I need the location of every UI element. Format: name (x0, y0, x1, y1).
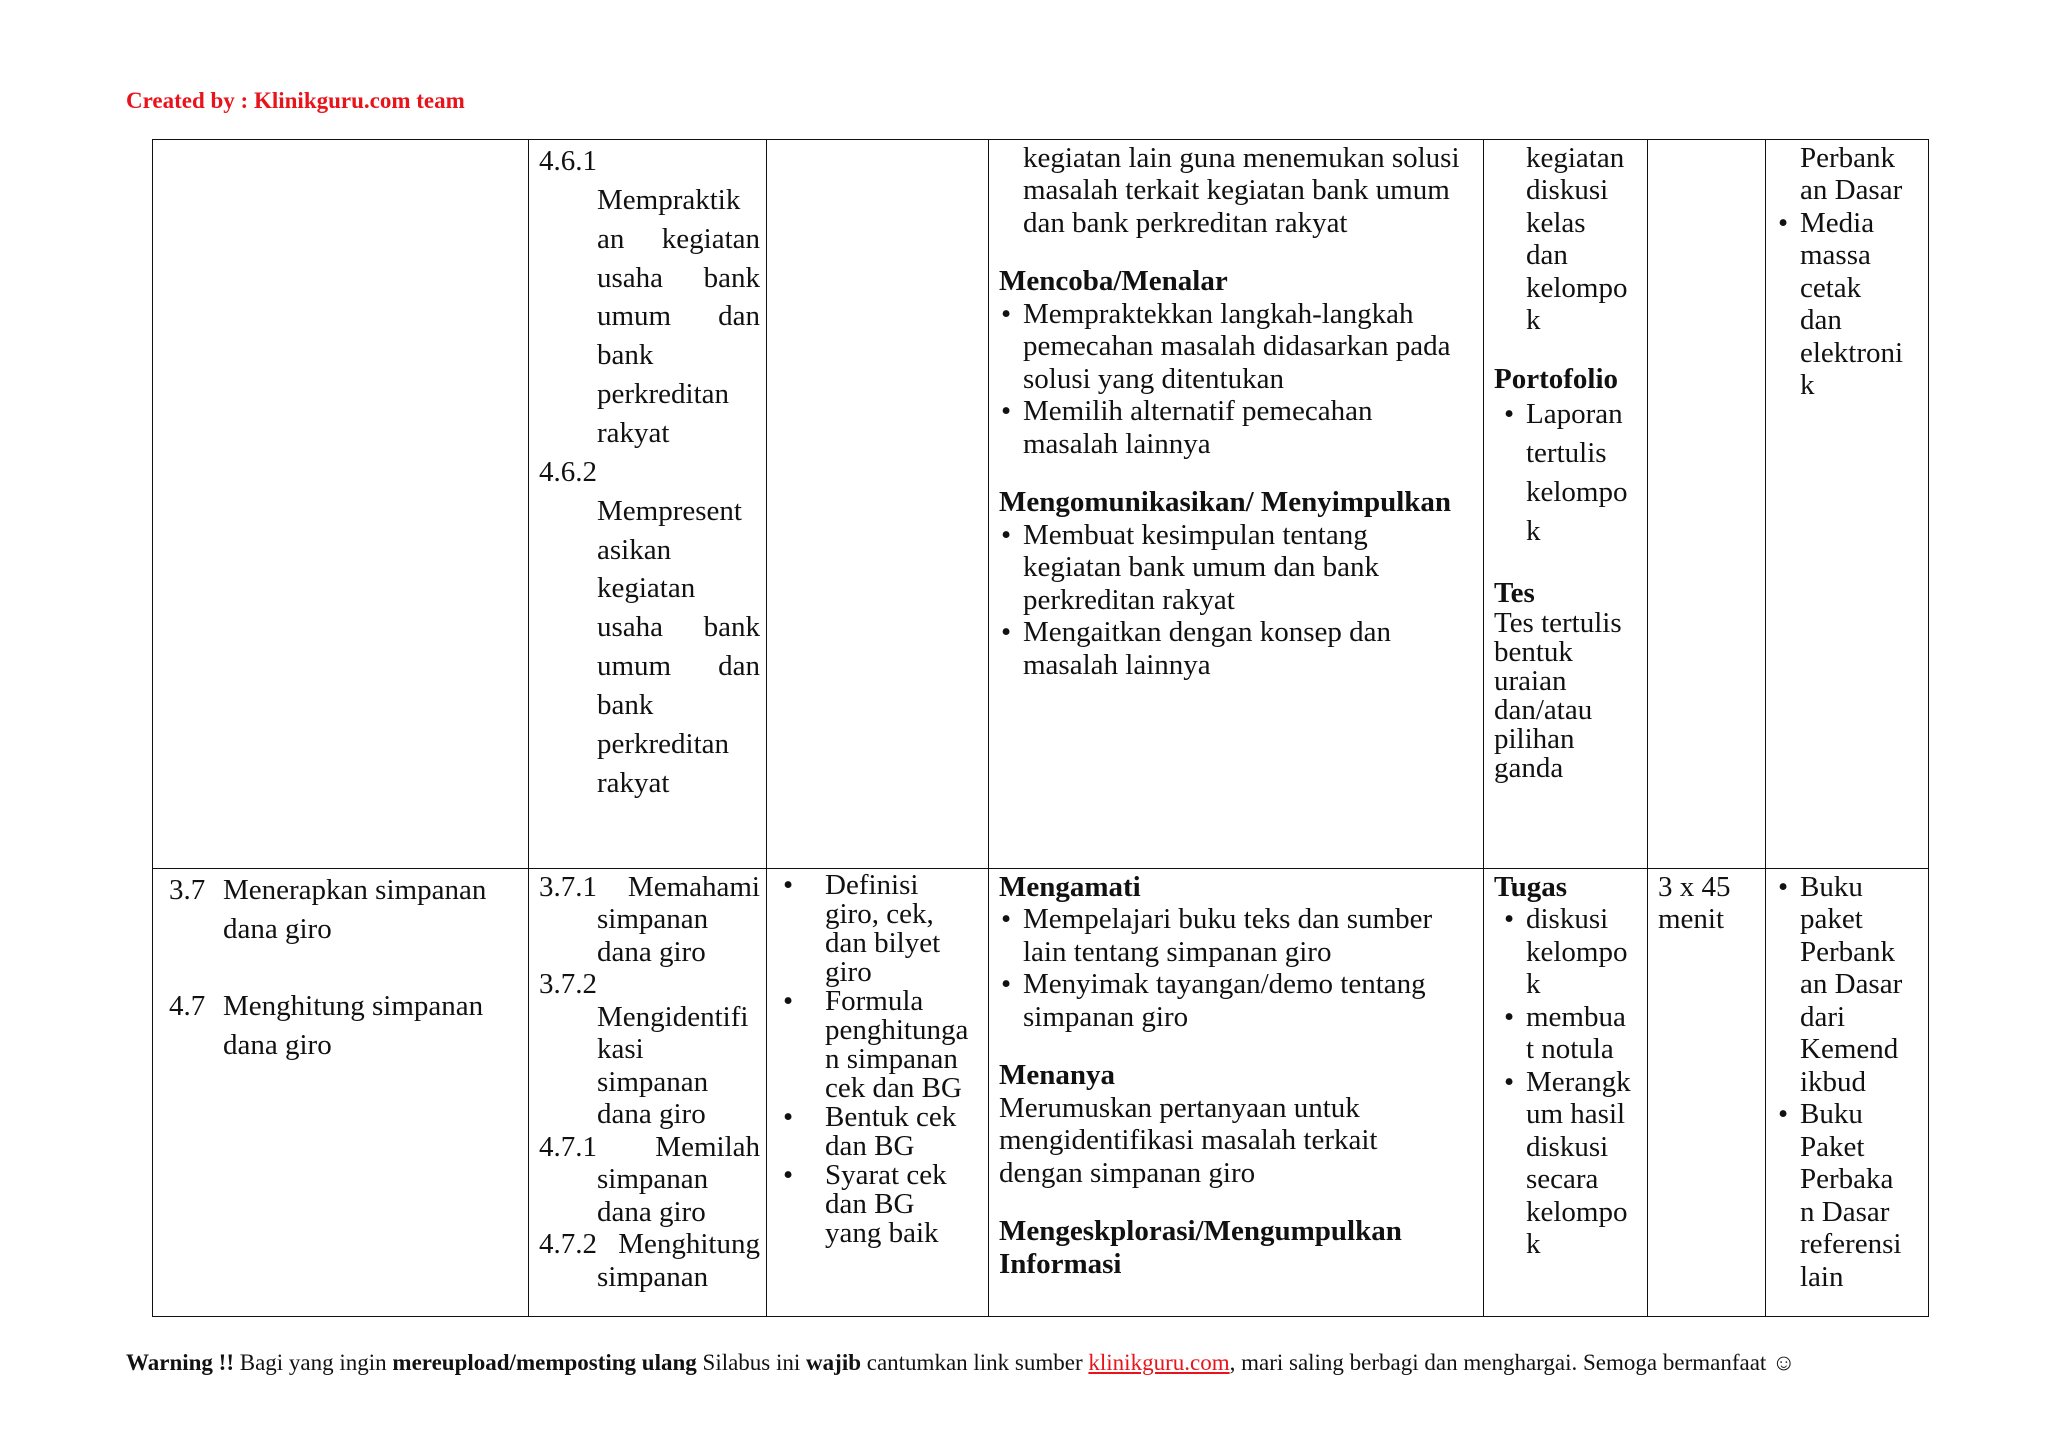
source-link[interactable]: klinikguru.com (1088, 1350, 1230, 1375)
indikator-number: 4.6.1 (539, 145, 597, 177)
bullet-list (999, 903, 1477, 1033)
kompetensi-dasar-cell (153, 869, 529, 1317)
sumber-cell (1766, 140, 1929, 869)
header-credit: Created by : Klinikguru.com team (126, 88, 465, 113)
sumber-cell (1766, 869, 1929, 1317)
sumber-intro: Perbank an Dasar (1800, 142, 1903, 207)
indikator-text: Mengidentifi kasi simpanan dana giro (597, 1000, 749, 1131)
pembelajaran-cell (989, 869, 1484, 1317)
list-item: • Laporan tertulis kelompo k (1502, 395, 1641, 550)
alokasi-waktu: 3 x 45 menit (1658, 871, 1731, 936)
list-item: • Mempelajari buku teks dan sumber lain tentang simpanan giro (999, 903, 1477, 968)
indikator-text: simpanan dana giro (597, 1163, 709, 1228)
list-item: • Bentuk cek dan BG (777, 1103, 982, 1161)
section-title: Mencoba/Menalar (999, 265, 1228, 298)
indikator-text: Mempraktik an kegiatan usaha bank umum dan bank perkreditan rakyat (597, 183, 760, 450)
penilaian-cell (1484, 140, 1648, 869)
footer-warning: Warning !! Bagi yang ingin mereupload/memposting ulang Silabus ini wajib cantumkan link sumber klinikguru.com, mari saling berbagi dan menghargai. Semoga bermanfaat ☺ (126, 1350, 1796, 1375)
indikator-text: simpanan dana giro (597, 903, 709, 968)
indikator-cell (529, 869, 767, 1317)
indikator-number: 4.7.1 Memilah (539, 1130, 760, 1163)
menanya-text: Merumuskan pertanyaan untuk mengidentifikasi masalah terkait dengan simpanan giro (999, 1091, 1378, 1189)
materi-cell (767, 869, 989, 1317)
pembelajaran-cell (989, 140, 1484, 869)
bullet-list (1494, 395, 1641, 550)
list-item: • Menyimak tayangan/demo tentang simpanan giro (999, 968, 1477, 1033)
table-row (153, 140, 1929, 869)
list-item: • Merangk um hasil diskusi secara kelompo k (1502, 1066, 1641, 1261)
penilaian-intro: kegiatan diskusi kelas dan kelompo k (1526, 142, 1628, 337)
indikator-number: 3.7.2 (539, 968, 597, 1001)
list-item: • Definisi giro, cek, dan bilyet giro (777, 871, 982, 987)
kd-item: 4.7 Menghitung simpanan dana giro (169, 989, 484, 1061)
warning-label: Warning !! (126, 1350, 234, 1375)
syllabus-table (152, 139, 1929, 1317)
table-row (153, 869, 1929, 1317)
pembelajaran-intro: kegiatan lain guna menemukan solusi masalah terkait kegiatan bank umum dan bank perkreditan rakyat (1023, 142, 1460, 239)
list-item: • Mempraktekkan langkah-langkah pemecahan masalah didasarkan pada solusi yang ditentukan (999, 298, 1477, 395)
indikator-text: simpanan (597, 1260, 709, 1293)
indikator-number: 4.7.2 Menghitung (539, 1228, 760, 1261)
list-item: • Membuat kesimpulan tentang kegiatan bank umum dan bank perkreditan rakyat (999, 519, 1477, 616)
section-title: Tes (1494, 576, 1535, 609)
bullet-list (1776, 207, 1922, 402)
bullet-list (777, 871, 982, 1248)
bullet-list (1776, 871, 1922, 1293)
bullet-list (1494, 903, 1641, 1260)
section-title: Mengamati (999, 871, 1141, 903)
list-item: • membua t notula (1502, 1001, 1641, 1066)
kd-item: 3.7 Menerapkan simpanan dana giro (169, 874, 487, 945)
alokasi-cell (1648, 140, 1766, 869)
list-item: • Buku Paket Perbaka n Dasar referensi lain (1776, 1098, 1922, 1293)
section-title: Mengeskplorasi/Mengumpulkan Informasi (999, 1215, 1402, 1280)
bullet-list (999, 298, 1477, 460)
indikator-cell (529, 140, 767, 869)
tes-text: Tes tertulis bentuk uraian dan/atau pilihan ganda (1494, 607, 1622, 785)
list-item: • Memilih alternatif pemecahan masalah lainnya (999, 395, 1477, 460)
section-title: Menanya (999, 1059, 1115, 1092)
section-title: Tugas (1494, 871, 1568, 903)
indikator-text: Mempresent asikan kegiatan usaha bank umum dan bank perkreditan rakyat (597, 494, 760, 799)
list-item: • Media massa cetak dan elektroni k (1776, 207, 1922, 402)
smiley-icon: ☺ (1772, 1350, 1796, 1375)
kompetensi-dasar-cell (153, 140, 529, 869)
alokasi-cell (1648, 869, 1766, 1317)
section-title: Mengomunikasikan/ Menyimpulkan (999, 486, 1452, 519)
indikator-number: 4.6.2 (539, 455, 597, 488)
section-title: Portofolio (1494, 362, 1619, 395)
indikator-number: 3.7.1 Memahami (539, 871, 760, 903)
list-item: • Mengaitkan dengan konsep dan masalah lainnya (999, 616, 1477, 681)
list-item: • Syarat cek dan BG yang baik (777, 1161, 982, 1248)
list-item: • diskusi kelompo k (1502, 903, 1641, 1000)
bullet-list (999, 519, 1477, 681)
list-item: • Formula penghitunga n simpanan cek dan BG (777, 987, 982, 1103)
materi-cell (767, 140, 989, 869)
list-item: • Buku paket Perbank an Dasar dari Kemend ikbud (1776, 871, 1922, 1098)
penilaian-cell (1484, 869, 1648, 1317)
